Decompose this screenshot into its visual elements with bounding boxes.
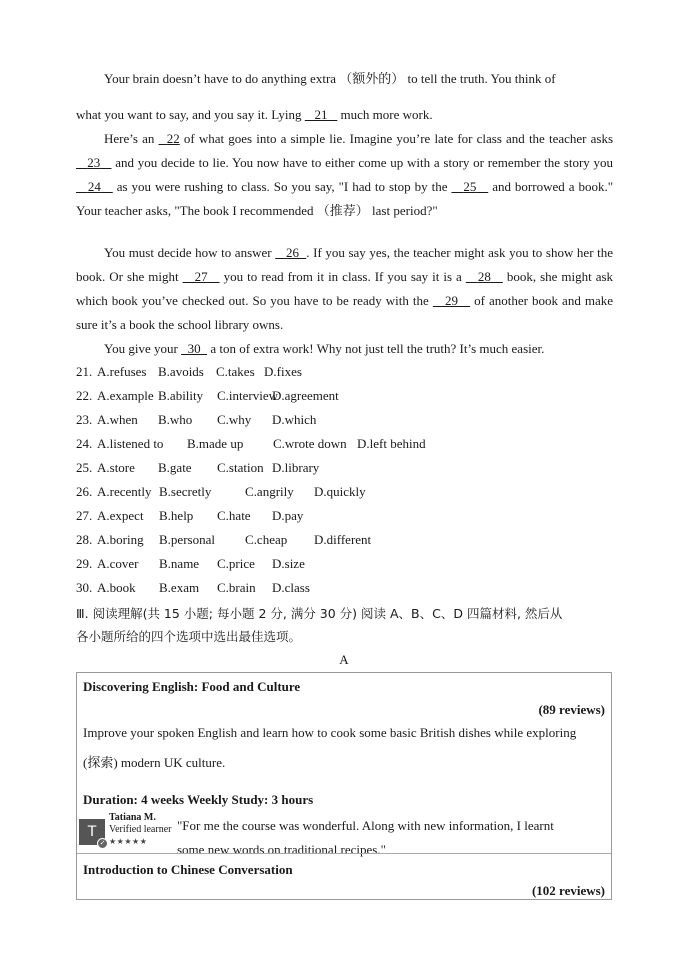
option-d[interactable]: D.pay bbox=[272, 508, 304, 523]
course-listing-box bbox=[76, 672, 612, 900]
blank-23: 23 bbox=[87, 155, 101, 170]
option-c[interactable]: C.price bbox=[217, 556, 255, 571]
blank-24: 24 bbox=[87, 179, 101, 194]
option-c[interactable]: C.wrote down bbox=[273, 436, 347, 451]
option-a[interactable]: A.when bbox=[97, 412, 138, 427]
option-a[interactable]: A.recently bbox=[97, 484, 152, 499]
option-d[interactable]: D.library bbox=[272, 460, 320, 475]
course-2-reviews: (102 reviews) bbox=[531, 883, 605, 898]
option-d[interactable]: D.class bbox=[272, 580, 310, 595]
option-a[interactable]: A.listened to bbox=[97, 436, 164, 451]
option-b[interactable]: B.personal bbox=[159, 532, 215, 547]
option-d[interactable]: D.fixes bbox=[264, 364, 302, 379]
option-a[interactable]: A.boring bbox=[97, 532, 144, 547]
option-c[interactable]: C.station bbox=[217, 460, 264, 475]
passage-text: much more work. bbox=[337, 107, 433, 122]
reviewer-avatar: T bbox=[79, 819, 105, 845]
question-number: 28. bbox=[76, 532, 93, 547]
question-number: 27. bbox=[76, 508, 93, 523]
course-2-title: Introduction to Chinese Conversation bbox=[83, 862, 293, 877]
option-c[interactable]: C.cheap bbox=[245, 532, 288, 547]
option-d[interactable]: D.size bbox=[272, 556, 305, 571]
option-a[interactable]: A.refuses bbox=[97, 364, 147, 379]
blank-27: 27 bbox=[194, 269, 208, 284]
option-b[interactable]: B.name bbox=[159, 556, 200, 571]
option-d[interactable]: D.different bbox=[314, 532, 372, 547]
course-1-reviews: (89 reviews) bbox=[538, 702, 605, 717]
option-b[interactable]: B.exam bbox=[159, 580, 200, 595]
verified-check-icon: ✓ bbox=[97, 838, 108, 849]
option-d[interactable]: D.agreement bbox=[272, 388, 339, 403]
rating-stars-icon: ★★★★★ bbox=[109, 837, 148, 846]
passage-paragraph-3: You must decide how to answer 26 . If you say yes, the teacher might ask you to show her the book. Or she might 27 you to read from it in class. If you say it is a 28 book, she might ask which book you’ve checked out. So you have to be ready with the 29 of another book and make sure it’s a book the school library owns. bbox=[76, 245, 614, 332]
blank-22: 22 bbox=[166, 131, 180, 146]
option-d[interactable]: D.left behind bbox=[357, 436, 426, 451]
blank-29: 29 bbox=[444, 293, 458, 308]
course-1-description-cont: (探索) modern UK culture. bbox=[83, 755, 226, 770]
course-1-title: Discovering English: Food and Culture bbox=[83, 679, 301, 694]
passage-text: Your brain doesn’t have to do anything extra （额外的） to tell the truth. You think of bbox=[104, 71, 556, 86]
option-c[interactable]: C.hate bbox=[217, 508, 251, 523]
reviewer-badge: Verified learner bbox=[109, 824, 172, 835]
question-number: 22. bbox=[76, 388, 93, 403]
passage-text: what you want to say, and you say it. Lying bbox=[76, 107, 305, 122]
question-number: 25. bbox=[76, 460, 93, 475]
option-b[interactable]: B.secretly bbox=[159, 484, 212, 499]
option-c[interactable]: C.brain bbox=[217, 580, 256, 595]
option-c[interactable]: C.interview bbox=[217, 388, 279, 403]
option-b[interactable]: B.avoids bbox=[158, 364, 204, 379]
question-number: 21. bbox=[76, 364, 93, 379]
question-number: 30. bbox=[76, 580, 93, 595]
option-a[interactable]: A.expect bbox=[97, 508, 144, 523]
course-1-duration: Duration: 4 weeks Weekly Study: 3 hours bbox=[83, 792, 314, 807]
option-a[interactable]: A.store bbox=[97, 460, 135, 475]
blank-25: 25 bbox=[463, 179, 477, 194]
option-d[interactable]: D.quickly bbox=[314, 484, 366, 499]
course-1-description: Improve your spoken English and learn how to cook some basic British dishes while exploring bbox=[83, 725, 577, 740]
option-b[interactable]: B.made up bbox=[187, 436, 244, 451]
passage-paragraph-2: Here’s an 22 of what goes into a simple lie. Imagine you’re late for class and the teacher asks 23 and you decide to lie. You now have to either come up with a story or remember the story you 24 as you were rushing to class. So you say, "I had to stop by the 25 and borrowed a book." Your teacher asks, "The book I recommended （推荐） last period?" bbox=[76, 131, 614, 218]
option-d[interactable]: D.which bbox=[272, 412, 317, 427]
section-3-heading: Ⅲ. 阅读理解(共 15 小题; 每小题 2 分, 满分 30 分) 阅读 A、B、C、D 四篇材料, 然后从 各小题所给的四个选项中选出最佳选项。 bbox=[76, 606, 563, 644]
reviewer-name: Tatiana M. bbox=[109, 812, 156, 823]
blank-28: 28 bbox=[477, 269, 491, 284]
blank-21: 21 bbox=[314, 107, 328, 122]
option-b[interactable]: B.ability bbox=[158, 388, 204, 403]
passage-paragraph-1 bbox=[76, 67, 613, 91]
option-c[interactable]: C.why bbox=[217, 412, 252, 427]
option-a[interactable]: A.book bbox=[97, 580, 136, 595]
blank-30: 30 bbox=[187, 341, 201, 356]
passage-paragraph-4: You give your 30 a ton of extra work! Why not just tell the truth? It’s much easier. bbox=[104, 341, 545, 356]
review-quote: "For me the course was wonderful. Along with new information, I learnt some new words on traditional recipes." bbox=[177, 818, 554, 857]
divider bbox=[77, 853, 611, 854]
option-a[interactable]: A.example bbox=[97, 388, 154, 403]
option-c[interactable]: C.angrily bbox=[245, 484, 294, 499]
question-number: 29. bbox=[76, 556, 93, 571]
option-c[interactable]: C.takes bbox=[216, 364, 255, 379]
blank-26: 26 bbox=[286, 245, 300, 260]
option-b[interactable]: B.who bbox=[158, 412, 193, 427]
question-number: 26. bbox=[76, 484, 93, 499]
option-b[interactable]: B.gate bbox=[158, 460, 192, 475]
option-a[interactable]: A.cover bbox=[97, 556, 139, 571]
question-number: 23. bbox=[76, 412, 93, 427]
option-b[interactable]: B.help bbox=[159, 508, 194, 523]
part-a-label: A bbox=[339, 652, 349, 667]
reviewer-info bbox=[109, 812, 171, 848]
question-number: 24. bbox=[76, 436, 93, 451]
passage-paragraph-1-cont bbox=[76, 103, 613, 127]
